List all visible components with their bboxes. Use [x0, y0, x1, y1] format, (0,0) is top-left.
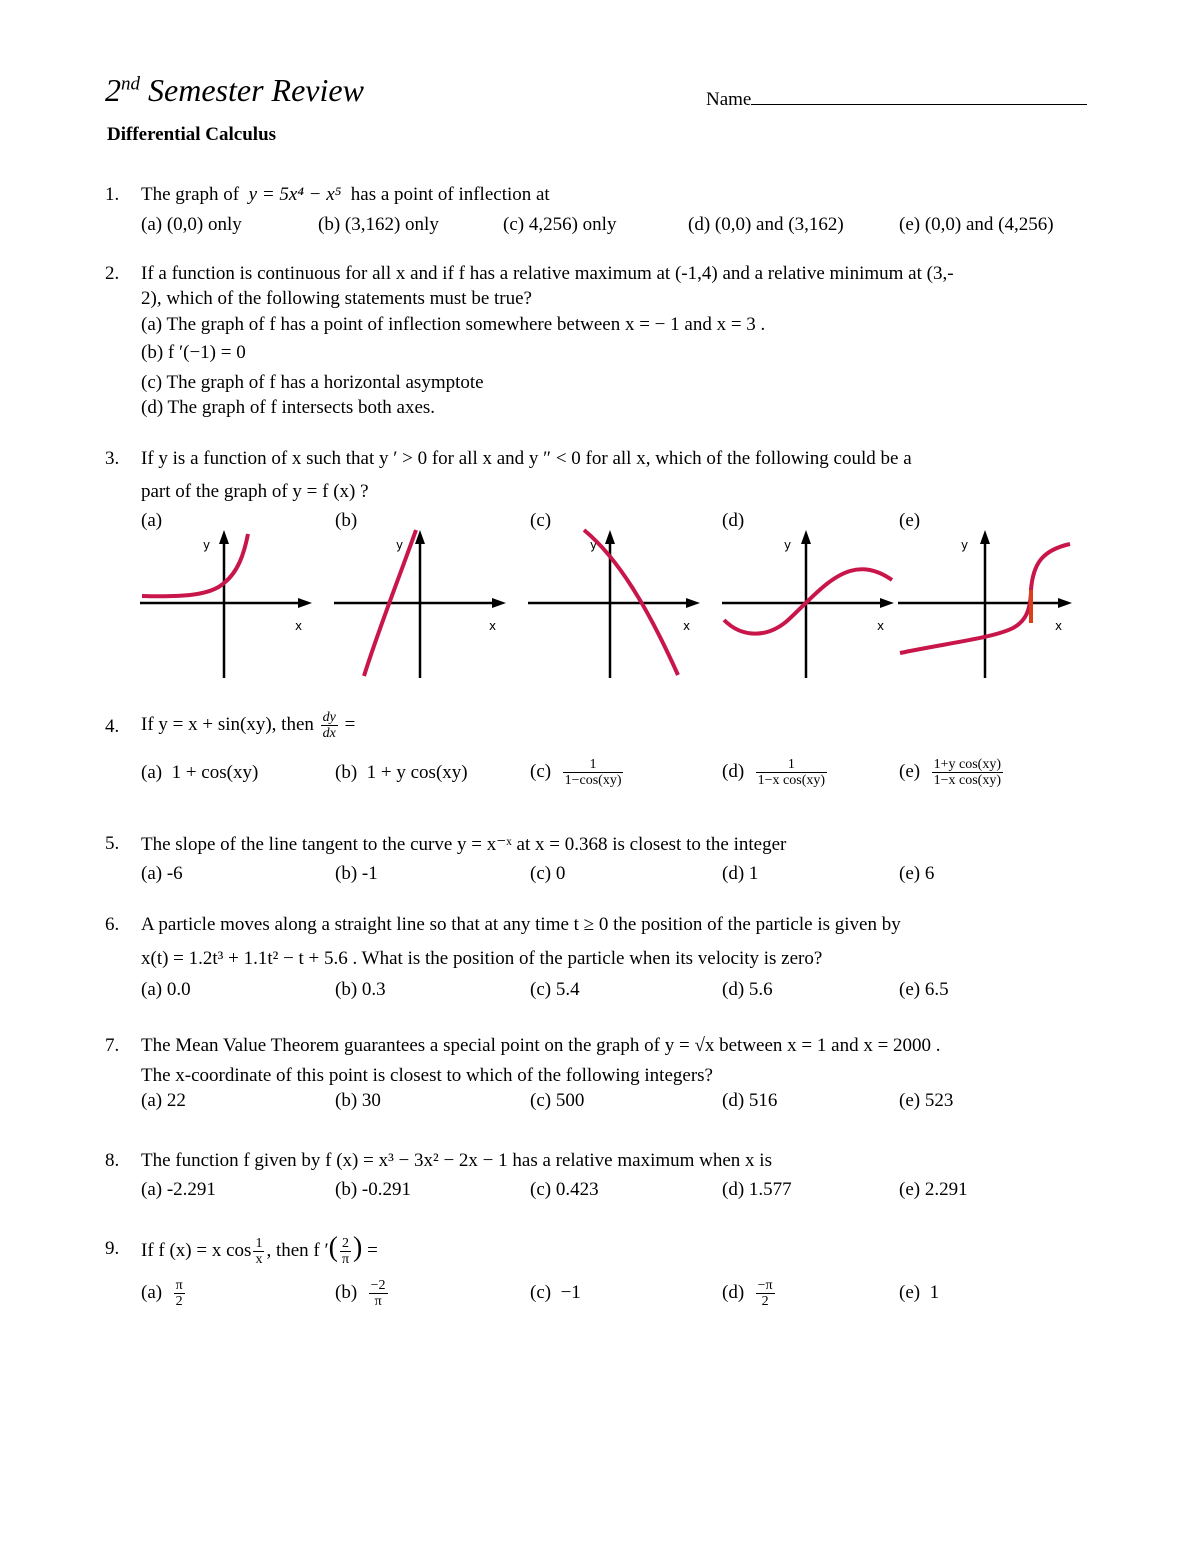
option-a[interactable]: (a) [141, 510, 163, 531]
graph-e[interactable] [898, 528, 1078, 683]
option-c[interactable]: (c) 5.4 [530, 979, 580, 1000]
option-c[interactable]: (c) −1 [530, 1282, 581, 1303]
question-text: 2), which of the following statements must be true? [141, 288, 532, 309]
option-b[interactable]: (b) (3,162) only [318, 214, 439, 235]
question-text: The Mean Value Theorem guarantees a special point on the graph of y = √x between x = 1 and x = 2000 . [141, 1035, 941, 1056]
name-field[interactable]: Name [706, 86, 1087, 111]
option-e[interactable]: (e) $\frac{\text{1+y cos(xy)}}{\text{1−x cos(xy)}}$ [899, 757, 1001, 789]
graph-a[interactable] [140, 528, 320, 683]
option-c[interactable]: (c) 0.423 [530, 1179, 599, 1200]
y-axis-label: y [590, 538, 598, 552]
option-d[interactable]: (d) $\frac{-\pi}{2}$ [722, 1278, 773, 1310]
y-axis-arrow-icon [801, 530, 811, 544]
question-text: The function f given by f (x) = x³ − 3x² − 2x − 1 has a relative maximum when x is [141, 1150, 772, 1171]
option-b[interactable]: (b) [335, 510, 358, 531]
option-e[interactable]: (e) 523 [899, 1090, 954, 1111]
option-b[interactable]: (b) 0.3 [335, 979, 386, 1000]
option-e[interactable]: (e) 6 [899, 863, 935, 884]
option-d[interactable]: (d) 1.577 [722, 1179, 792, 1200]
option-b[interactable]: (b) f ′(−1) = 0 [141, 342, 246, 363]
graph-b[interactable] [334, 528, 514, 683]
option-c[interactable]: (c) $\frac{1}{1-\cos(xy)}$ [530, 757, 622, 789]
option-a[interactable]: (a) -6 [141, 863, 183, 884]
question-number: 9. [105, 1238, 120, 1259]
option-d[interactable]: (d) 516 [722, 1090, 778, 1111]
question-text: The graph of y = 5x⁴ − x⁵ has a point of inflection at [141, 184, 550, 205]
y-axis-label: y [961, 538, 969, 552]
option-a[interactable]: (a) 0.0 [141, 979, 191, 1000]
y-axis-label: y [396, 538, 404, 552]
y-axis-arrow-icon [605, 530, 615, 544]
option-b[interactable]: (b) $\frac{-2}{\pi}$ [335, 1278, 386, 1310]
option-b[interactable]: (b) 30 [335, 1090, 381, 1111]
graph-c[interactable] [528, 528, 708, 683]
question-text: The x-coordinate of this point is closest to which of the following integers? [141, 1065, 713, 1086]
curve [142, 534, 248, 596]
option-a[interactable]: (a) -2.291 [141, 1179, 216, 1200]
option-b[interactable]: (b) -1 [335, 863, 378, 884]
question-number: 6. [105, 914, 120, 935]
x-axis-label: x [877, 619, 885, 633]
option-d[interactable]: (d) The graph of f intersects both axes. [141, 397, 436, 418]
option-c[interactable]: (c) 4,256) only [503, 214, 617, 235]
section-title: Differential Calculus [107, 124, 277, 145]
option-e[interactable]: (e) [899, 510, 921, 531]
y-axis-arrow-icon [980, 530, 990, 544]
question-number: 3. [105, 448, 120, 469]
question-text: If y is a function of x such that y ′ > 0 for all x and y ″ < 0 for all x, which of the following could be a [141, 448, 912, 469]
x-axis-label: x [295, 619, 303, 633]
y-axis-label: y [203, 538, 211, 552]
x-axis-arrow-icon [1058, 598, 1072, 608]
option-a[interactable]: (a) 22 [141, 1090, 186, 1111]
x-axis-arrow-icon [298, 598, 312, 608]
curve [724, 569, 892, 633]
x-axis-label: x [489, 619, 497, 633]
question-text: The slope of the line tangent to the curve y = x⁻ˣ at x = 0.368 is closest to the integer [141, 834, 787, 855]
option-a[interactable]: (a) 1 + cos(xy) [141, 762, 259, 783]
page-title: 2nd Semester Review [105, 72, 364, 108]
x-axis-arrow-icon [686, 598, 700, 608]
option-e[interactable]: (e) (0,0) and (4,256) [899, 214, 1054, 235]
question-text: part of the graph of y = f (x) ? [141, 481, 369, 502]
question-number: 7. [105, 1035, 120, 1056]
x-axis-label: x [683, 619, 691, 633]
option-b[interactable]: (b) 1 + y cos(xy) [335, 762, 468, 783]
question-number: 2. [105, 263, 120, 284]
option-e[interactable]: (e) 2.291 [899, 1179, 968, 1200]
option-c[interactable]: (c) [530, 510, 552, 531]
option-a[interactable]: (a) (0,0) only [141, 214, 242, 235]
option-d[interactable]: (d) [722, 510, 745, 531]
question-number: 1. [105, 184, 120, 205]
option-d[interactable]: (d) (0,0) and (3,162) [688, 214, 844, 235]
question-text: If y = x + sin(xy), then $\frac{dy}{dx}$ = [141, 710, 356, 742]
option-c[interactable]: (c) The graph of f has a horizontal asymptote [141, 372, 484, 393]
question-number: 8. [105, 1150, 120, 1171]
question-text: If f (x) = x cos $\frac{1}{x}$ , then f ′( $\frac{2}{\pi}$ ) = [141, 1232, 378, 1268]
x-axis-label: x [1055, 619, 1063, 633]
question-number: 4. [105, 716, 120, 737]
option-a[interactable]: (a) The graph of f has a point of inflection somewhere between x = − 1 and x = 3 . [141, 314, 766, 335]
question-number: 5. [105, 833, 120, 854]
option-a[interactable]: (a) $\frac{\pi}{2}$ [141, 1278, 183, 1310]
option-b[interactable]: (b) -0.291 [335, 1179, 411, 1200]
graph-d[interactable] [722, 528, 902, 683]
y-axis-label: y [784, 538, 792, 552]
y-axis-arrow-icon [219, 530, 229, 544]
option-d[interactable]: (d) $\frac{1}{\text{1−x cos(xy)}}$ [722, 757, 826, 789]
dydx-fraction: $\frac{dy}{dx}$ [322, 710, 336, 742]
option-d[interactable]: (d) 1 [722, 863, 759, 884]
question-text: If a function is continuous for all x and if f has a relative maximum at (-1,4) and a relative minimum at (3,- [141, 263, 954, 284]
option-d[interactable]: (d) 5.6 [722, 979, 773, 1000]
question-text: x(t) = 1.2t³ + 1.1t² − t + 5.6 . What is the position of the particle when its velocity is zero? [141, 948, 823, 969]
x-axis-arrow-icon [492, 598, 506, 608]
question-text: A particle moves along a straight line so that at any time t ≥ 0 the position of the particle is given by [141, 914, 901, 935]
option-c[interactable]: (c) 500 [530, 1090, 585, 1111]
x-axis-arrow-icon [880, 598, 894, 608]
option-c[interactable]: (c) 0 [530, 863, 566, 884]
curve [1031, 544, 1070, 590]
name-line[interactable] [751, 86, 1087, 105]
option-e[interactable]: (e) 1 [899, 1282, 940, 1303]
option-e[interactable]: (e) 6.5 [899, 979, 949, 1000]
